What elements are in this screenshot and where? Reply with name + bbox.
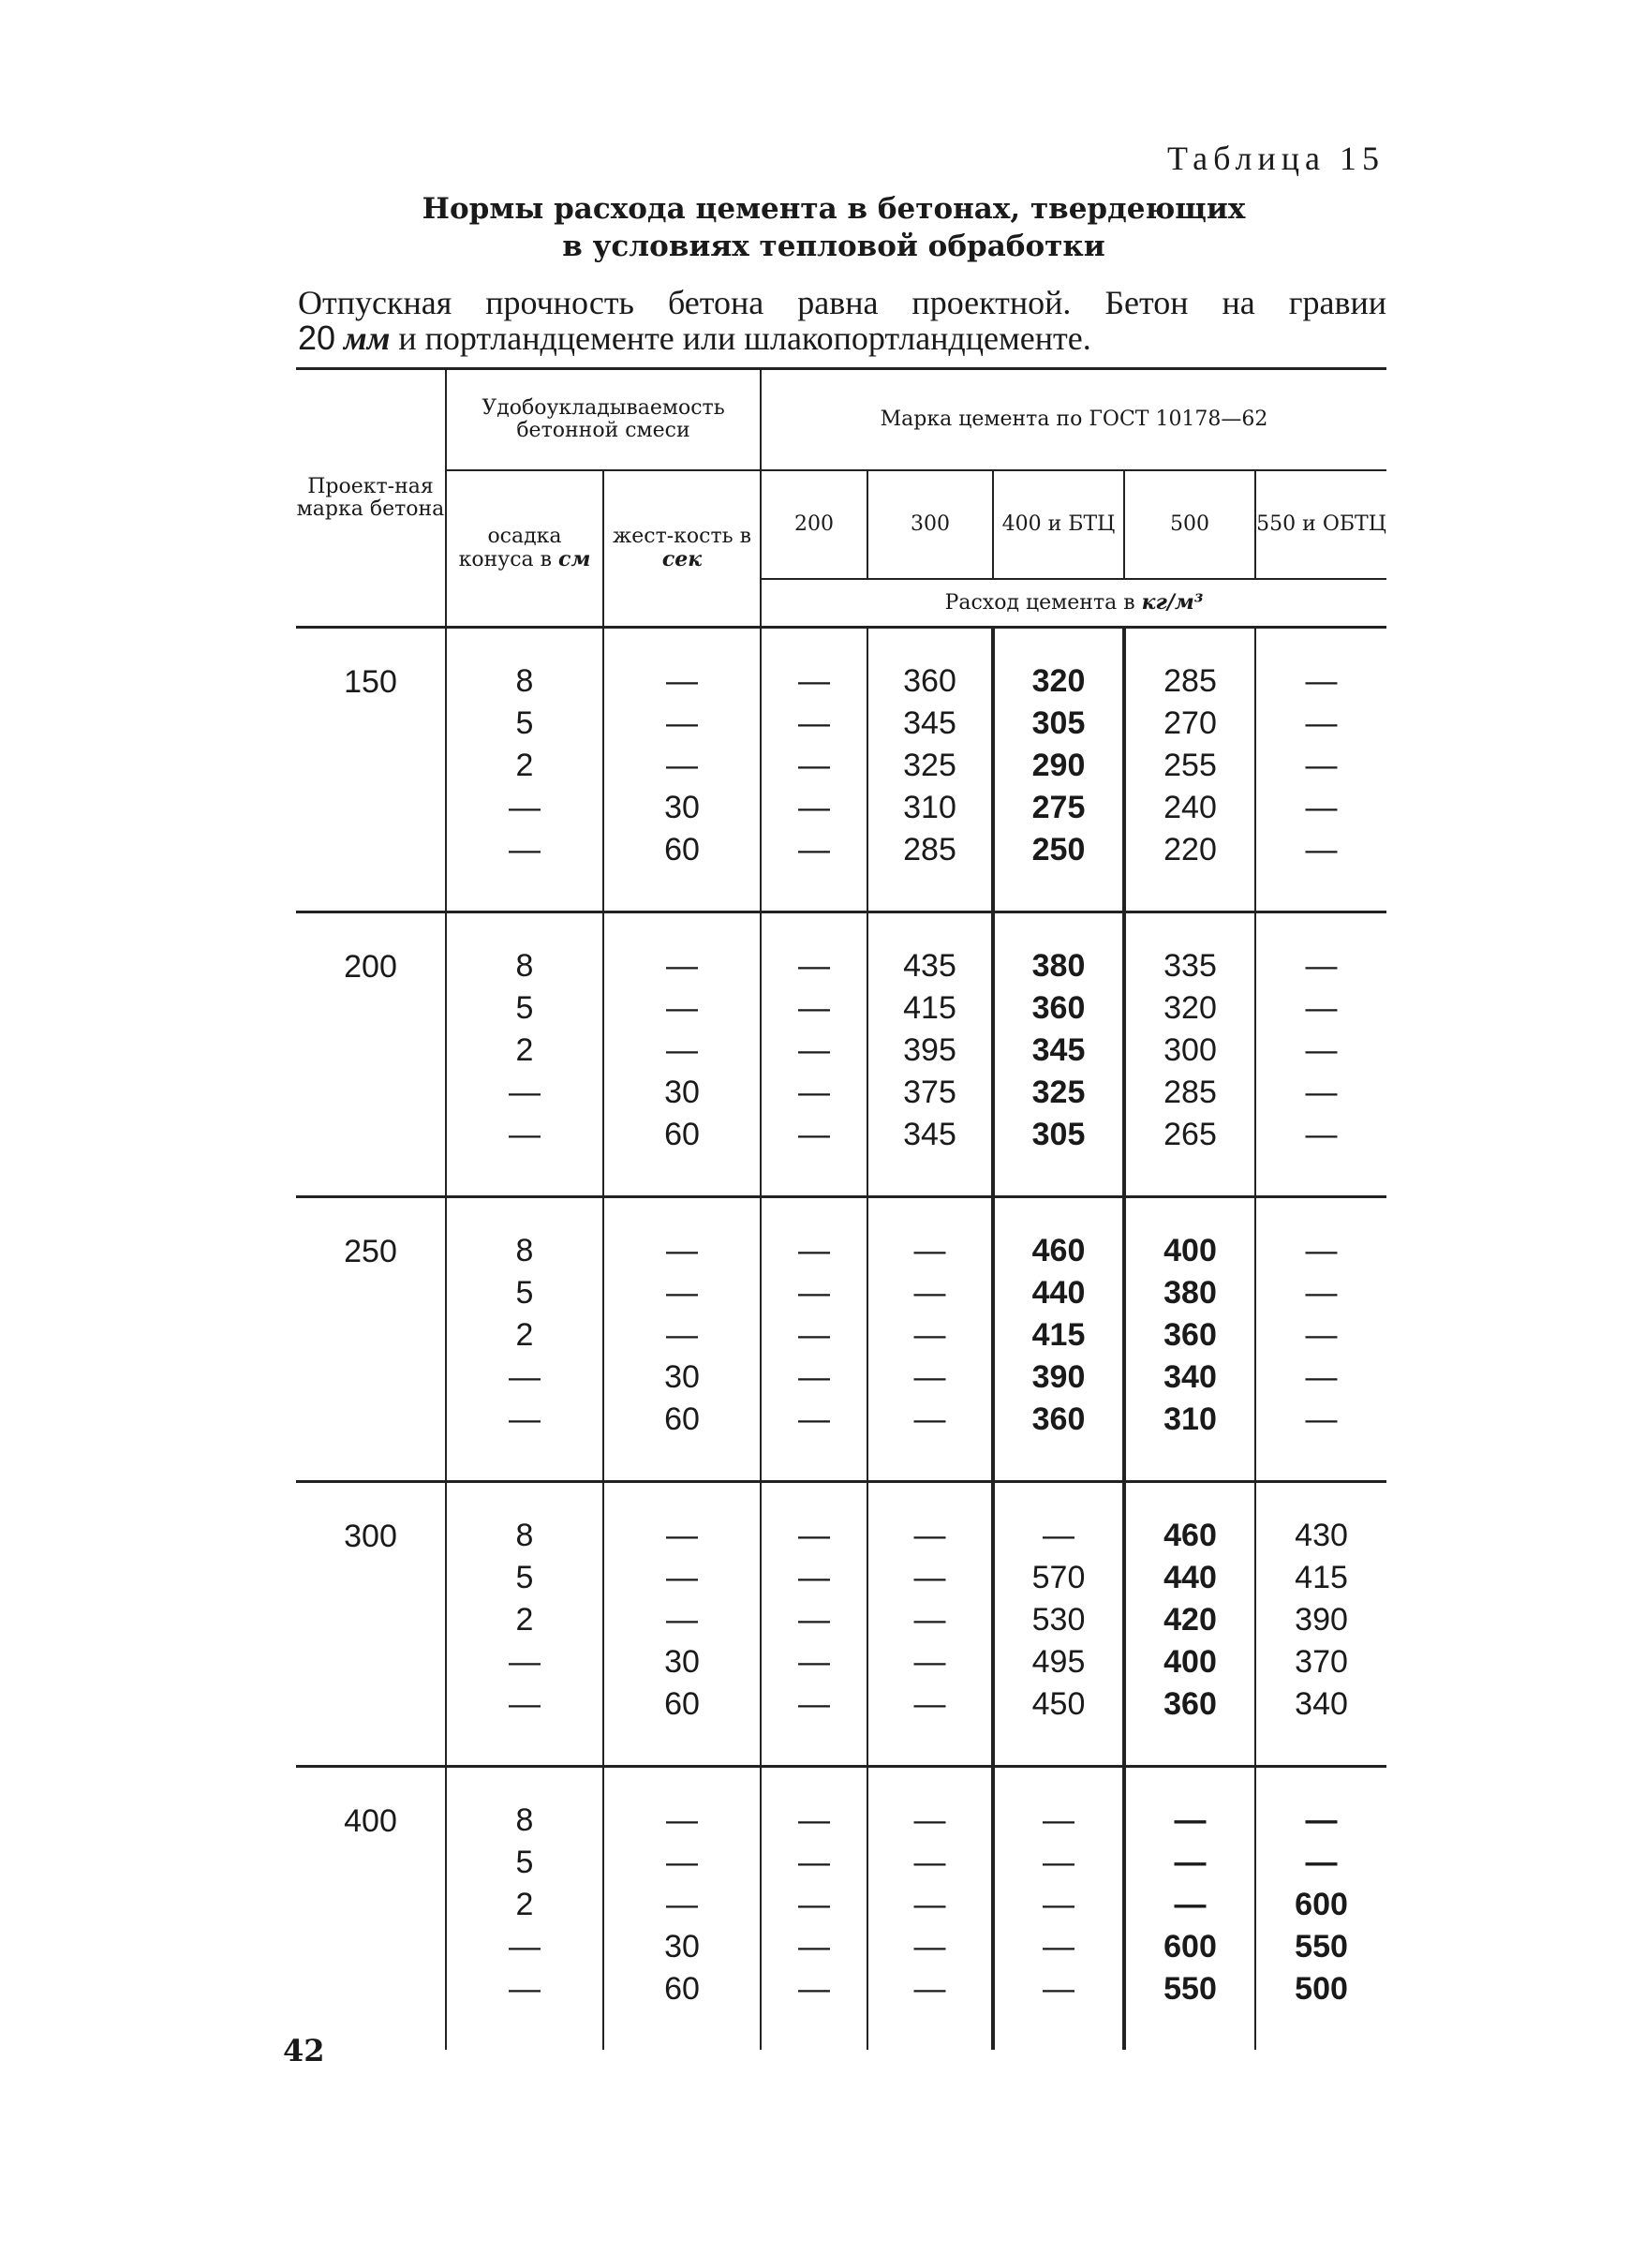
table-cell: 5 — [515, 1560, 534, 1595]
table-cell: — — [913, 1686, 946, 1722]
slump-column — [446, 1767, 603, 2051]
table-cell: 390 — [1031, 1359, 1086, 1395]
table-cell: — — [798, 1802, 830, 1838]
table-cell: 285 — [1163, 1075, 1217, 1110]
table-cell: — — [509, 1359, 541, 1395]
table-cell: 600 — [1295, 1887, 1348, 1922]
table-cell: — — [913, 1401, 946, 1437]
table-title-line-2: в условиях тепловой обработки — [562, 230, 1105, 263]
table-cell: — — [798, 748, 830, 783]
table-cell: — — [1043, 1845, 1074, 1880]
table-cell: 570 — [1031, 1560, 1086, 1595]
table-cell: — — [1043, 1929, 1074, 1964]
table-row-group — [296, 1482, 1386, 1767]
cement-550-obtc-column — [1255, 1197, 1386, 1482]
table-cell: — — [798, 1075, 830, 1110]
table-header — [296, 369, 1386, 628]
cement-550-obtc-column — [1255, 912, 1386, 1197]
table-cell: — — [1305, 948, 1338, 984]
table-cell: 375 — [903, 1075, 956, 1110]
table-cell: 60 — [664, 1686, 700, 1722]
table-cell: 345 — [1031, 1032, 1086, 1068]
table-cell: 2 — [515, 1032, 534, 1068]
table-cell: — — [1305, 1032, 1338, 1068]
table-cell: 5 — [515, 705, 534, 741]
table-cell: 415 — [1295, 1560, 1348, 1595]
table-body — [296, 628, 1386, 2051]
cement-300-column — [867, 1767, 993, 2051]
table-cell: — — [509, 1401, 541, 1437]
table-cell: 8 — [515, 1233, 534, 1268]
table-cell: 2 — [515, 1887, 534, 1922]
table-cell: — — [798, 1032, 830, 1068]
table-cell: — — [798, 990, 830, 1026]
table-cell: 8 — [515, 1802, 534, 1838]
table-cell: — — [1305, 1845, 1338, 1880]
table-cell: 320 — [1163, 990, 1217, 1026]
table-cell: 550 — [1163, 1971, 1217, 2007]
table-cell: — — [798, 1317, 830, 1353]
header-stiffness-label: жест-кость в — [612, 524, 752, 548]
cement-400-btc-column — [993, 1197, 1124, 1482]
header-consumption — [761, 579, 1386, 628]
cement-500-column — [1124, 1197, 1255, 1482]
table-cell: — — [509, 1117, 541, 1152]
table-cell: — — [1043, 1518, 1074, 1553]
cement-400-btc-column — [993, 1482, 1124, 1767]
table-cell: — — [666, 990, 698, 1026]
table-cell: — — [913, 1887, 946, 1922]
table-cell: — — [798, 790, 830, 825]
header-slump-label: осадка конуса в — [458, 524, 562, 571]
table-cell: 270 — [1163, 705, 1217, 741]
table-cell: — — [798, 1845, 830, 1880]
cement-550-obtc-column — [1255, 1482, 1386, 1767]
table-cell: 415 — [903, 990, 956, 1026]
table-cell: 275 — [1031, 790, 1086, 825]
concrete-grade-cell: 200 — [296, 912, 446, 1197]
stiffness-column — [603, 628, 761, 912]
table-cell: — — [798, 1560, 830, 1595]
table-cell: 30 — [664, 1359, 700, 1395]
header-cement-550-obtc: 550 и ОБТЦ — [1255, 470, 1386, 579]
table-cell: 5 — [515, 990, 534, 1026]
table-cell: 285 — [1163, 663, 1217, 699]
table-cell: 380 — [1031, 948, 1086, 984]
table-cell: 335 — [1163, 948, 1217, 984]
table-cell: — — [913, 1971, 946, 2007]
table-cell: — — [1174, 1887, 1207, 1922]
table-label: Таблица 15 — [1167, 140, 1385, 177]
table-cell: — — [1174, 1802, 1207, 1838]
table-cell: — — [1043, 1887, 1074, 1922]
table-cell: 285 — [903, 832, 956, 867]
table-cell: — — [1305, 1075, 1338, 1110]
table-cell: — — [666, 1032, 698, 1068]
table-cell: 5 — [515, 1845, 534, 1880]
table-cell: 415 — [1031, 1317, 1086, 1353]
table-cell: — — [913, 1275, 946, 1311]
description-line-2-text: и портландцементе или шлакопортландцементе. — [398, 319, 1091, 357]
table-cell: 320 — [1031, 663, 1086, 699]
table-cell: — — [798, 1359, 830, 1395]
table-cell: — — [666, 1233, 698, 1268]
table-cell: 250 — [1031, 832, 1086, 867]
cement-300-column — [867, 912, 993, 1197]
table-cell: 420 — [1163, 1602, 1217, 1638]
table-cell: — — [1305, 990, 1338, 1026]
table-cell: 440 — [1031, 1275, 1086, 1311]
table-cell: 8 — [515, 1518, 534, 1553]
table-cell: 255 — [1163, 748, 1217, 783]
stiffness-column — [603, 1767, 761, 2051]
table-cell: 30 — [664, 1929, 700, 1964]
table-cell: — — [666, 948, 698, 984]
stiffness-column — [603, 1197, 761, 1482]
cement-550-obtc-column — [1255, 1767, 1386, 2051]
table-cell: 60 — [664, 832, 700, 867]
page-number: 42 — [283, 2033, 325, 2068]
table-cell: — — [798, 1929, 830, 1964]
table-cell: — — [798, 705, 830, 741]
table-cell: 460 — [1163, 1518, 1217, 1553]
table-cell: 5 — [515, 1275, 534, 1311]
header-cement-500: 500 — [1124, 470, 1255, 579]
table-cell: — — [509, 1075, 541, 1110]
table-cell: 400 — [1163, 1233, 1217, 1268]
cement-400-btc-column — [993, 912, 1124, 1197]
table-cell: 2 — [515, 748, 534, 783]
cement-300-column — [867, 1482, 993, 1767]
slump-column — [446, 912, 603, 1197]
table-cell: — — [913, 1644, 946, 1680]
table-cell: — — [913, 1602, 946, 1638]
concrete-grade-cell: 300 — [296, 1482, 446, 1767]
table-cell: 390 — [1295, 1602, 1348, 1638]
stiffness-column — [603, 912, 761, 1197]
table-cell: 600 — [1163, 1929, 1217, 1964]
cement-200-column — [761, 1767, 867, 2051]
cement-200-column — [761, 1197, 867, 1482]
table-cell: — — [1305, 1401, 1338, 1437]
table-cell: — — [913, 1518, 946, 1553]
table-cell: 345 — [903, 705, 956, 741]
table-cell: 8 — [515, 663, 534, 699]
cement-500-column — [1124, 628, 1255, 912]
header-consumption-label: Расход цемента в — [944, 590, 1135, 615]
table-cell: — — [913, 1560, 946, 1595]
table-cell: 495 — [1031, 1644, 1086, 1680]
table-cell: — — [798, 1686, 830, 1722]
table-cell: — — [798, 1275, 830, 1311]
table-cell: 2 — [515, 1602, 534, 1638]
cement-550-obtc-column — [1255, 628, 1386, 912]
table-cell: — — [798, 1233, 830, 1268]
table-cell: 310 — [903, 790, 956, 825]
table-cell: — — [798, 1887, 830, 1922]
cement-norms-table — [296, 367, 1386, 2050]
table-cell: — — [1043, 1971, 1074, 2007]
table-cell: — — [1305, 1233, 1338, 1268]
table-cell: 430 — [1295, 1518, 1348, 1553]
table-cell: 500 — [1295, 1971, 1348, 2007]
table-cell: — — [798, 663, 830, 699]
gravel-size-unit: мм — [344, 319, 391, 357]
gravel-size: 20 — [298, 319, 336, 357]
table-cell: — — [913, 1233, 946, 1268]
table-cell: — — [798, 832, 830, 867]
table-cell: — — [666, 705, 698, 741]
cement-400-btc-column — [993, 628, 1124, 912]
table-cell: 30 — [664, 1644, 700, 1680]
table-cell: — — [1174, 1845, 1207, 1880]
table-cell: 360 — [1031, 990, 1086, 1026]
header-cement-200: 200 — [761, 470, 867, 579]
header-stiffness — [603, 470, 761, 628]
table-cell: — — [1305, 1802, 1338, 1838]
table-cell: 460 — [1031, 1233, 1086, 1268]
slump-column — [446, 628, 603, 912]
table-row-group — [296, 1767, 1386, 2051]
table-cell: — — [666, 1560, 698, 1595]
header-slump — [446, 470, 603, 628]
table-cell: — — [1305, 832, 1338, 867]
table-cell: — — [913, 1845, 946, 1880]
cement-500-column — [1124, 912, 1255, 1197]
table-cell: — — [1305, 748, 1338, 783]
table-cell: — — [1305, 705, 1338, 741]
table-cell: — — [509, 1971, 541, 2007]
table-cell: — — [666, 1802, 698, 1838]
table-cell: — — [509, 1644, 541, 1680]
table-cell: 380 — [1163, 1275, 1217, 1311]
header-slump-unit: см — [558, 546, 591, 571]
table-cell: 360 — [1031, 1401, 1086, 1437]
table-row-group — [296, 1197, 1386, 1482]
table-cell: — — [913, 1929, 946, 1964]
table-cell: — — [913, 1802, 946, 1838]
table-cell: 2 — [515, 1317, 534, 1353]
table-cell: — — [1305, 663, 1338, 699]
cement-400-btc-column — [993, 1767, 1124, 2051]
table-cell: — — [1305, 1275, 1338, 1311]
concrete-grade-cell: 250 — [296, 1197, 446, 1482]
cement-200-column — [761, 912, 867, 1197]
table-cell: 395 — [903, 1032, 956, 1068]
table-cell: — — [913, 1359, 946, 1395]
table-cell: 305 — [1031, 1117, 1086, 1152]
stiffness-column — [603, 1482, 761, 1767]
table-cell: — — [666, 1845, 698, 1880]
concrete-grade-cell: 150 — [296, 628, 446, 912]
table-cell: 440 — [1163, 1560, 1217, 1595]
table-cell: 340 — [1163, 1359, 1217, 1395]
table-cell: 30 — [664, 1075, 700, 1110]
cement-500-column — [1124, 1767, 1255, 2051]
table-cell: 370 — [1295, 1644, 1348, 1680]
table-title-line-1: Нормы расхода цемента в бетонах, твердеющих — [422, 192, 1246, 226]
table-cell: — — [666, 1602, 698, 1638]
table-cell: 530 — [1031, 1602, 1086, 1638]
table-cell: 8 — [515, 948, 534, 984]
header-workability: Удобоукладываемость бетонной смеси — [446, 369, 761, 470]
table-row-group — [296, 912, 1386, 1197]
table-cell: 305 — [1031, 705, 1086, 741]
table-cell: — — [509, 1686, 541, 1722]
table-cell: — — [798, 948, 830, 984]
table-cell: — — [666, 663, 698, 699]
table-cell: — — [798, 1518, 830, 1553]
table-cell: — — [1305, 1359, 1338, 1395]
concrete-grade-cell: 400 — [296, 1767, 446, 2051]
slump-column — [446, 1482, 603, 1767]
cement-500-column — [1124, 1482, 1255, 1767]
table-cell: 265 — [1163, 1117, 1217, 1152]
table-cell: 30 — [664, 790, 700, 825]
table-cell: — — [913, 1317, 946, 1353]
table-cell: 360 — [1163, 1686, 1217, 1722]
table-cell: — — [509, 790, 541, 825]
table-cell: — — [1305, 1317, 1338, 1353]
table-cell: — — [798, 1971, 830, 2007]
header-cement-grade: Марка цемента по ГОСТ 10178—62 — [761, 369, 1386, 470]
table-cell: 550 — [1295, 1929, 1348, 1964]
cement-300-column — [867, 1197, 993, 1482]
table-cell: — — [1043, 1802, 1074, 1838]
table-cell: 220 — [1163, 832, 1217, 867]
table-cell: — — [666, 748, 698, 783]
table-cell: 310 — [1163, 1401, 1217, 1437]
slump-column — [446, 1197, 603, 1482]
header-concrete-grade: Проект-ная марка бетона — [296, 369, 446, 628]
table-cell: 325 — [1031, 1075, 1086, 1110]
table-cell: — — [1305, 1117, 1338, 1152]
table-cell: — — [1305, 790, 1338, 825]
table-cell: — — [666, 1275, 698, 1311]
table-cell: — — [798, 1117, 830, 1152]
table-cell: 450 — [1031, 1686, 1086, 1722]
table-cell: — — [509, 1929, 541, 1964]
header-stiffness-unit: сек — [661, 546, 703, 571]
table-cell: — — [798, 1401, 830, 1437]
table-cell: 60 — [664, 1971, 700, 2007]
table-cell: 290 — [1031, 748, 1086, 783]
table-cell: 300 — [1163, 1032, 1217, 1068]
header-consumption-unit: кг/м³ — [1141, 589, 1204, 615]
cement-300-column — [867, 628, 993, 912]
table-cell: 360 — [1163, 1317, 1217, 1353]
table-cell: 240 — [1163, 790, 1217, 825]
table-cell: 435 — [903, 948, 956, 984]
table-cell: 345 — [903, 1117, 956, 1152]
cement-200-column — [761, 1482, 867, 1767]
description-line-1: Отпускная прочность бетона равна проектной. Бетон на гравии — [298, 284, 1386, 321]
table-cell: — — [509, 832, 541, 867]
description-line-2 — [298, 320, 1386, 356]
table-cell: — — [798, 1644, 830, 1680]
table-cell: 60 — [664, 1117, 700, 1152]
table-cell: — — [666, 1518, 698, 1553]
table-cell: 400 — [1163, 1644, 1217, 1680]
header-cement-300: 300 — [867, 470, 993, 579]
table-cell: — — [666, 1887, 698, 1922]
table-cell: 360 — [903, 663, 956, 699]
table-cell: 325 — [903, 748, 956, 783]
header-cement-400-btc: 400 и БТЦ — [993, 470, 1124, 579]
table-cell: — — [666, 1317, 698, 1353]
table-cell: 340 — [1295, 1686, 1348, 1722]
table-cell: 60 — [664, 1401, 700, 1437]
cement-200-column — [761, 628, 867, 912]
table-cell: — — [798, 1602, 830, 1638]
table-row-group — [296, 628, 1386, 912]
